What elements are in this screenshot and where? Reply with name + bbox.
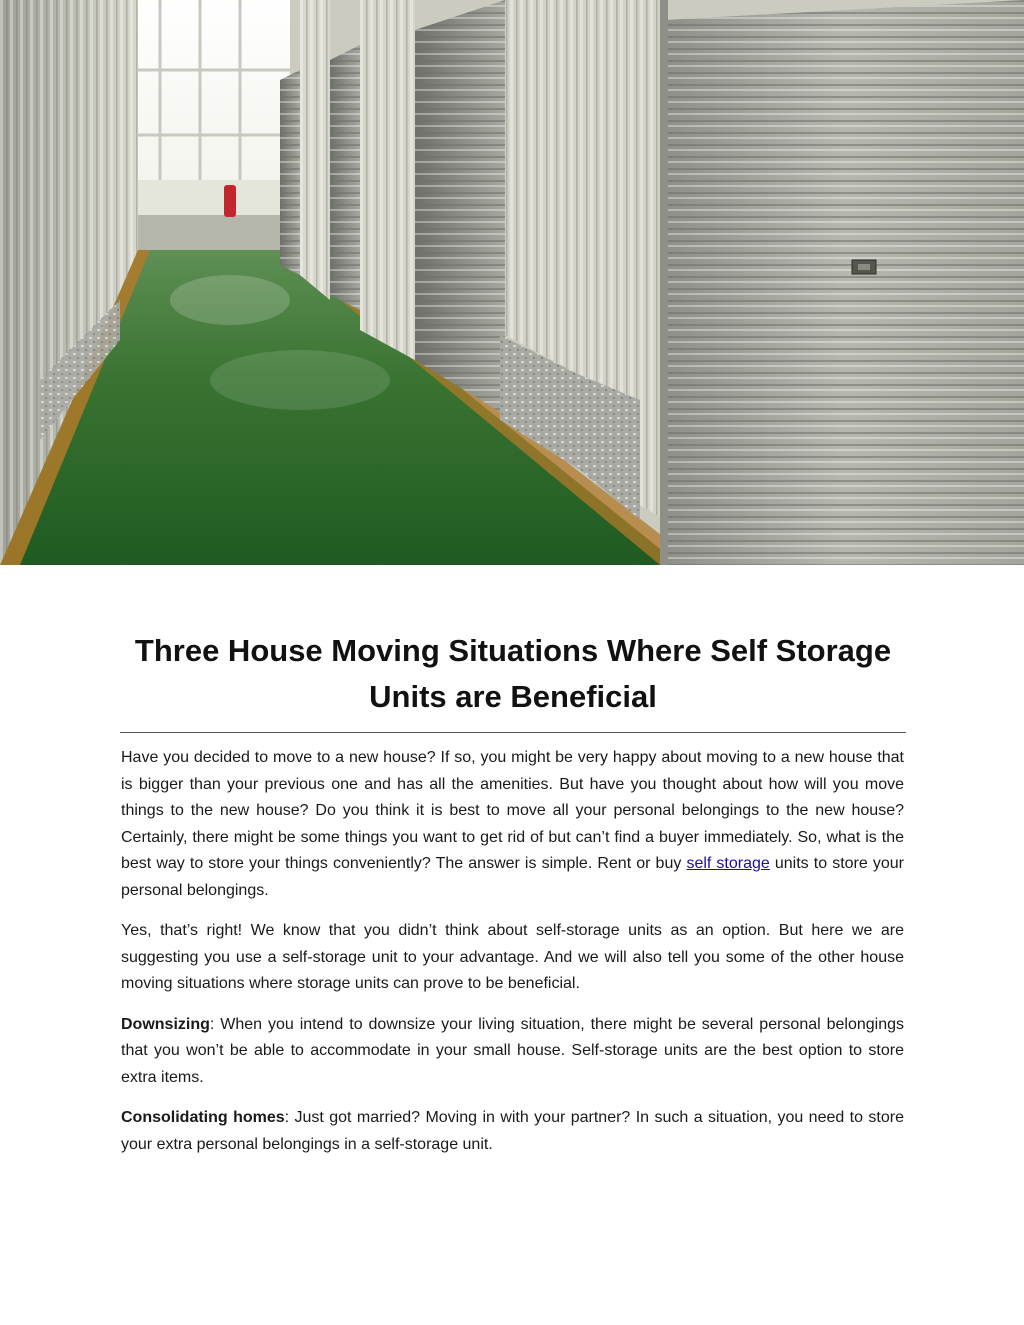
downsizing-paragraph — [121, 1012, 904, 1092]
storage-corridor-photo — [0, 0, 1024, 565]
downsizing-text: : When you intend to downsize your living situation, there might be several personal belongings that you won’t be able to accommodate in your small house. Self-storage units are the best option to store extra items. — [121, 1015, 904, 1086]
consolidating-paragraph — [121, 1105, 904, 1158]
consolidating-text: : Just got married? Moving in with your partner? In such a situation, you need to store your extra personal belongings in a self-storage unit. — [121, 1109, 905, 1153]
downsizing-term: Downsizing — [121, 1015, 210, 1033]
second-paragraph: Yes, that’s right! We know that you didn’t think about self-storage units as an option. But here we are suggesting you use a self-storage unit to your advantage. And we will also tell you some of the other house moving situations where storage units can prove to be beneficial. — [121, 922, 904, 992]
self-storage-link[interactable]: self storage — [686, 855, 770, 872]
intro-text-before: Have you decided to move to a new house? If so, you might be very happy about moving to a new house that is bigger than your previous one and has all the amenities. But have you thought about how will you move things to the new house? Do you think it is best to move all your personal belongings to the new house? Certainly, there might be some things you want to get rid of but can’t find a buyer immediately. So, what is the best way to store your things conveniently? The answer is simple. Rent or buy — [121, 749, 904, 872]
intro-paragraph — [121, 745, 904, 904]
consolidating-term: Consolidating homes — [121, 1109, 285, 1126]
intro-text-after: units to store your personal belongings. — [121, 855, 904, 899]
hero-image — [0, 0, 1024, 565]
article-title: Three House Moving Situations Where Self Storage Units are Beneficial — [120, 628, 906, 733]
article — [120, 628, 906, 1158]
